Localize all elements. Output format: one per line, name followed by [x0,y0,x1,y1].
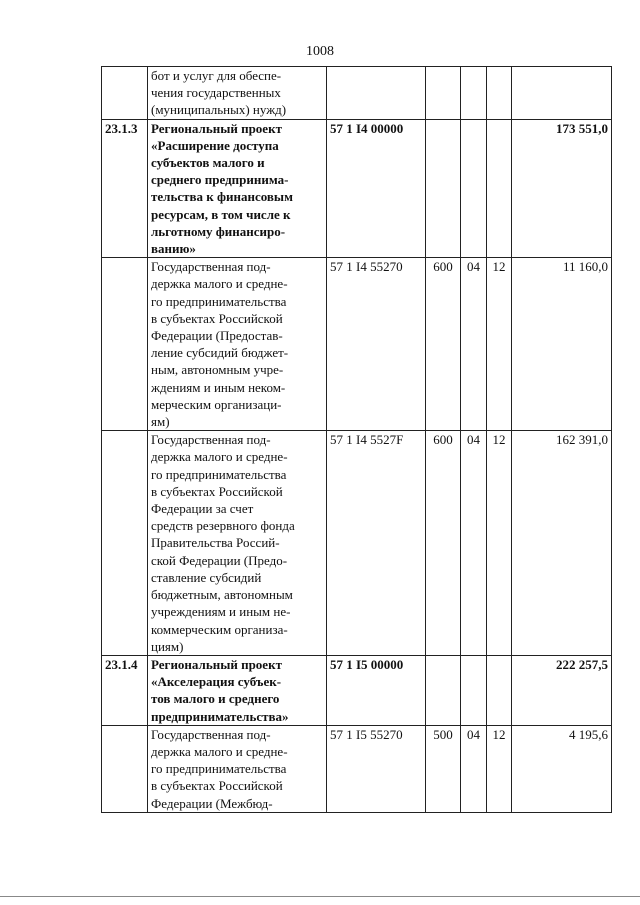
name-line: ресурсам, в том числе к [151,206,291,222]
target-article-code-cell: 57 1 I5 55270 [327,725,426,812]
amount-cell: 173 551,0 [512,119,612,258]
name-line: субъектов малого и [151,155,265,171]
name-line: Государственная под- [151,259,271,275]
section-cell: 04 [461,258,487,431]
footer-rule [0,896,640,897]
subsection-cell: 12 [487,258,512,431]
name-line: ление субсидий бюджет- [151,345,289,361]
target-article-code-cell [327,67,426,120]
name-line: мерческим организаци- [151,396,282,412]
name-line: го предпринимательства [151,761,287,777]
name-line: го предпринимательства [151,466,287,482]
expense-type-cell: 500 [426,725,461,812]
name-line: Государственная под- [151,432,271,448]
name-line: Федерации (Предостав- [151,328,283,344]
name-line: ным, автономным учре- [151,362,284,378]
target-article-code-cell: 57 1 I4 00000 [327,119,426,258]
subsection-cell [487,655,512,725]
subsection-cell [487,67,512,120]
name-line: Государственная под- [151,726,271,742]
row-name-cell [148,725,327,812]
name-line: циям) [151,638,184,654]
name-line: в субъектах Российской [151,310,283,326]
row-name-cell [148,258,327,431]
name-line: (муниципальных) нужд) [151,102,287,118]
section-cell [461,67,487,120]
amount-cell: 11 160,0 [512,258,612,431]
section-cell [461,655,487,725]
row-name-cell [148,655,327,725]
name-line: Федерации за счет [151,501,254,517]
name-line: предпринимательства» [151,708,289,724]
name-line: ставление субсидий [151,569,262,585]
amount-cell: 4 195,6 [512,725,612,812]
table-row [102,258,612,431]
target-article-code-cell: 57 1 I5 00000 [327,655,426,725]
target-article-code-cell: 57 1 I4 55270 [327,258,426,431]
row-name-cell [148,119,327,258]
expense-type-cell [426,655,461,725]
name-line: Федерации (Межбюд- [151,795,273,811]
table-row [102,431,612,656]
name-line: Региональный проект [151,656,282,672]
name-line: в субъектах Российской [151,483,283,499]
name-line: держка малого и средне- [151,449,288,465]
row-name-cell [148,431,327,656]
subsection-cell [487,119,512,258]
budget-table [101,66,612,813]
name-line: держка малого и средне- [151,743,288,759]
name-line: Региональный проект [151,120,282,136]
subsection-cell: 12 [487,725,512,812]
expense-type-cell: 600 [426,431,461,656]
name-line: ской Федерации (Предо- [151,552,288,568]
name-line: Правительства Россий- [151,535,280,551]
expense-type-cell [426,67,461,120]
name-line: го предпринимательства [151,293,287,309]
table-row [102,67,612,120]
name-line: льготному финансиро- [151,223,286,239]
name-line: бот и услуг для обеспе- [151,68,282,83]
amount-cell: 162 391,0 [512,431,612,656]
subsection-cell: 12 [487,431,512,656]
table-row [102,725,612,812]
row-name-cell [148,67,327,120]
row-number-cell [102,258,148,431]
budget-table-body [102,67,612,813]
amount-cell [512,67,612,120]
name-line: «Расширение доступа [151,137,279,153]
row-number-cell [102,431,148,656]
page-number: 1008 [306,44,334,59]
name-line: ждениям и иным неком- [151,379,286,395]
table-row [102,119,612,258]
name-line: держка малого и средне- [151,276,288,292]
name-line: «Акселерация субъек- [151,674,282,690]
name-line: ванию» [151,241,196,257]
expense-type-cell: 600 [426,258,461,431]
expense-type-cell [426,119,461,258]
row-number-cell: 23.1.3 [102,119,148,258]
row-number-cell [102,725,148,812]
name-line: среднего предпринима- [151,172,289,188]
table-row [102,655,612,725]
name-line: бюджетным, автономным [151,587,293,603]
name-line: тов малого и среднего [151,691,280,707]
name-line: тельства к финансовым [151,189,293,205]
amount-cell: 222 257,5 [512,655,612,725]
name-line: ям) [151,414,170,430]
section-cell: 04 [461,725,487,812]
section-cell [461,119,487,258]
name-line: чения государственных [151,85,281,101]
name-line: средств резервного фонда [151,518,295,534]
row-number-cell: 23.1.4 [102,655,148,725]
target-article-code-cell: 57 1 I4 5527F [327,431,426,656]
section-cell: 04 [461,431,487,656]
name-line: учреждениям и иным не- [151,604,291,620]
row-number-cell [102,67,148,120]
name-line: коммерческим организа- [151,621,288,637]
name-line: в субъектах Российской [151,778,283,794]
